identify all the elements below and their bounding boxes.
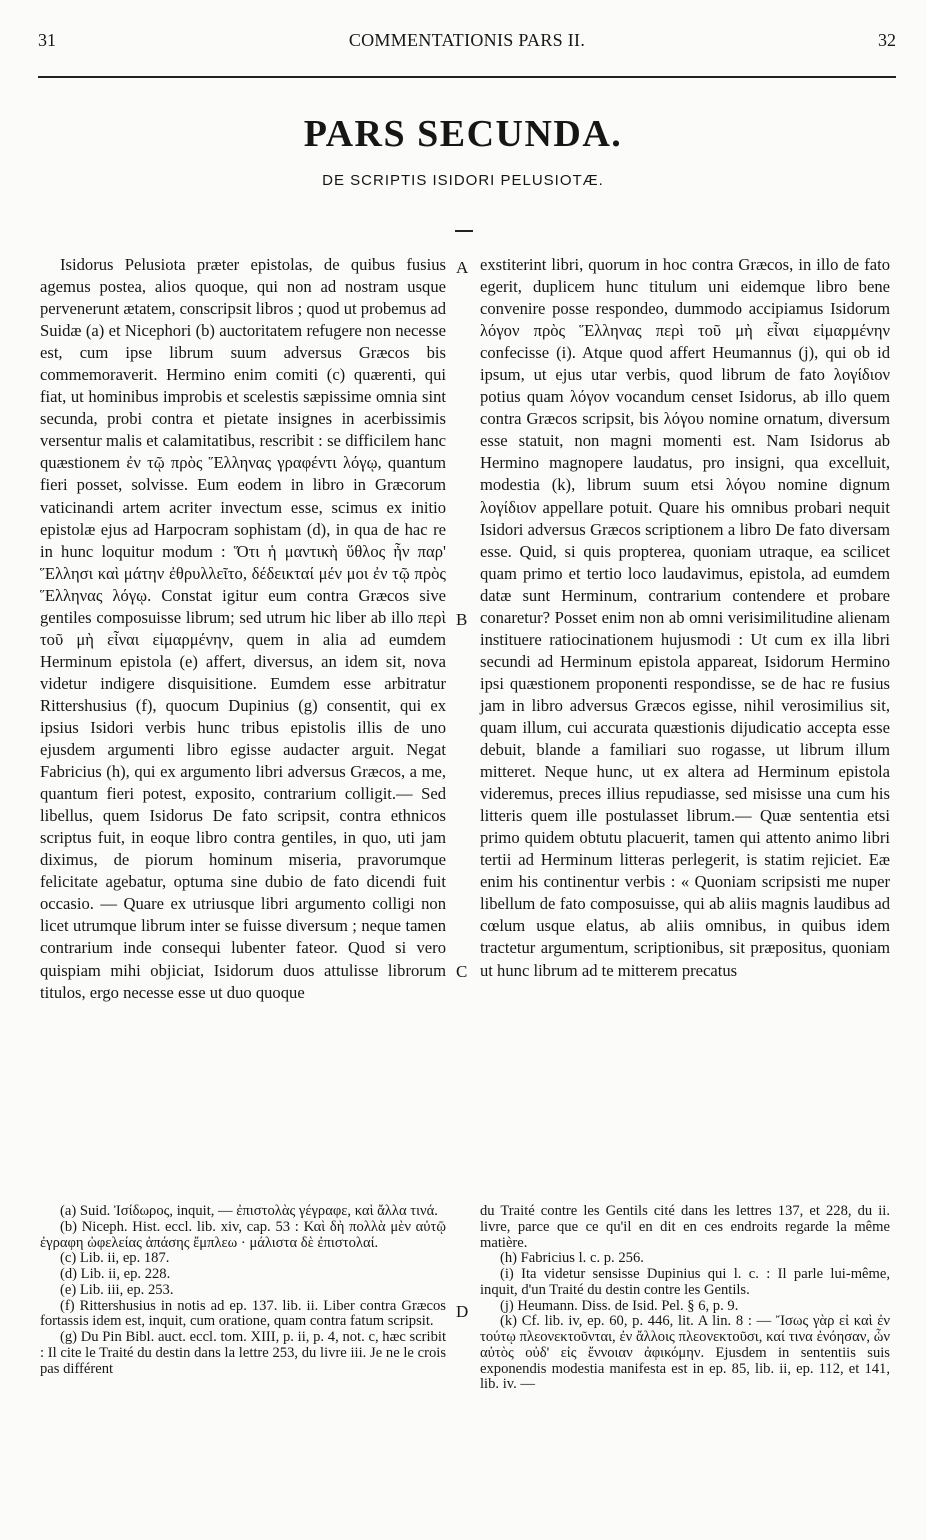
footnotes-left: [40, 1204, 446, 1377]
footnote: (d) Lib. ii, ep. 228.: [60, 1266, 171, 1282]
footnote: (c) Lib. ii, ep. 187.: [60, 1250, 170, 1267]
page-number-left: 31: [38, 30, 56, 50]
body-paragraph-left: Isidorus Pelusiota præter epistolas, de quibus fusius agemus postea, alios quoque, qui non ad nostram usque pervenerunt ætatem, conscripsit libros ; quod ut probemus ad Suidæ (a) et Nicephori (b) auctoritatem refugere non necesse est, cum ipse librum suum adversus Græcos bis commemoraverit. Hermino enim comiti (c) quærenti, qui fiat, ut hominibus improbis et scelestis sæpissime omnia sint secunda, probi contra et pietate insignes in acerbissimis versentur malis et calamitatibus, rescribit : se difficilem hanc quæstionem ἐν τῷ πρὸς Ἕλληνας γραφέντι λόγῳ, quantum fieri posset, solvisse. Eum eodem in libro in Græcorum vaticinandi artem acriter invectum esse, scimus ex initio epistolæ ejus ad Harpocram sophistam (d), in qua de hac re in hunc loquitur modum : Ὅτι ἡ μαντικὴ ὕθλος ἦν παρ' Ἕλλησι καὶ μάτην ἐθρυλλεῖτο, δέδεικταί μέν μοι ἐν τῷ πρὸς Ἕλληνας λόγῳ. Constat igitur eum contra Græcos sive gentiles composuisse librum; sed utrum hic liber ab illo περὶ τοῦ μὴ εἶναι εἱμαρμένην, quem in alia ad eumdem Herminum epistola (e) affert, diversus, an idem sit, nova videtur indigere disquisitione. Eumdem esse arbitratur Rittershusius (f), quocum Dupinius (g) consentit, qui ex ipsius Isidori verbis hunc tribus epistolis illis de uno ejusdem argumenti libro egisse audacter arguit. Negat Fabricius (h), qui ex argumento libri adversus Græcos, a me, quantum fieri potest, exposito, contrarium colligit.— Sed libellus, quem Isidorus De fato scripsit, contra ethnicos scriptus fuit, in eoque libro contra gentiles, in quo, uti jam diximus, de piorum hominum miseria, pravorumque felicitate agebatur, optuma sine dubio de fato dicendi fuit occasio. — Quare ex utriusque libri argumento colligi non licet utrumque librum inter se fuisse diversum ; neque tamen contrarium inde consequi lubenter fateor. Quod si vero quispiam mihi objiciat, Isidorum duos attulisse librorum titulos, ergo necesse esse ut duo quoque: [40, 255, 447, 1002]
footnote: (j) Heumann. Diss. de Isid. Pel. § 6, p. 9.: [500, 1297, 739, 1314]
footnote: (b) Niceph. Hist. eccl. lib. xiv, cap. 53 : Καὶ δὴ πολλὰ μὲν αὐτῷ ἐγραφη ὠφελείας ἁπάσης ἔμπλεω · μάλιστα δὲ ἐπιστολαί.: [40, 1218, 446, 1251]
page-number-right: 32: [878, 30, 896, 50]
footnote: (a) Suid. Ἰσίδωρος, inquit, — ἐπιστολὰς γέγραφε, καὶ ἄλλα τινά.: [60, 1203, 438, 1219]
body-paragraph-right: exstiterint libri, quorum in hoc contra Græcos, in illo de fato egerit, duplicem hunc titulum uni eidemque libro bene convenire posse respondeo, dummodo accipiamus Isidorum λόγον πρὸς Ἕλληνας περὶ τοῦ μὴ εἶναι εἱμαρμένην confecisse (i). Atque quod affert Heumannus (j), qui ob id ipsum, ut ejus utar verbis, quod librum de fato λογίδιον potius quam λόγον vocandum censet Isidorus, ab illo quem contra Græcos scripsit, bis λόγου nomine ornatum, diversum esse statuit, non magni momenti est. Nam Isidorus ab Hermino magnopere laudatus, pro insigni, qua excelluit, modestia (k), librum suum etsi λόγου nomine dignum λογίδιον appellare potuit. Quare his omnibus probari nequit Isidori adversus Græcos scriptionem a libro De fato diversam esse. Quid, si quis propterea, quoniam utraque, ea scilicet quam primo et tertio loco laudavimus, epistola, ad eumdem datæ sunt Herminum, contrarium contendere et probare conaretur? Posset enim non ab omni verisimilitudine alienam instituere ratiocinationem hujusmodi : Ut cum ex illa libri secundi ad Herminum epistola appareat, Isidorum Hermino ipsi quæstionem proponenti respondisse, se de hac re fusius jam in libro adversus Græcos egisse, nihil verosimilius sit, quam illum, cui accurata quæstionis dijudicatio accepta esse debuit, blande a familiari suo rogasse, ut librum illum mitteret. Neque hunc, ut ex altera ad Herminum epistola videremus, preces illius repudiasse, sed misisse una cum his litteris quem ille postulasset librum.— Quæ sententia etsi primo quidem obtutu placuerit, tamen qui attento animo libri tertii ad Herminum litteras perlegerit, is statim rejiciet. Eæ enim his continentur verbis : « Quoniam scripsisti me nuper libellum de fato composuisse, qui ab aliis magnis laudibus ad cœlum usque elatus, ab aliis omnibus, in quibus idem tractetur argumentum, scriptionibus, sit præpositus, quoniam ut hunc librum ad te mitterem precatus: [480, 255, 890, 980]
footnote: (h) Fabricius l. c. p. 256.: [500, 1250, 644, 1267]
footnote: (i) Ita videtur sensisse Dupinius qui l. c. : Il parle lui-même, inquit, d'un Traité du destin contre les Gentils.: [480, 1266, 890, 1298]
footnote: (g) Du Pin Bibl. auct. eccl. tom. XIII, p. ii, p. 4, not. c, hæc scribit : Il cite le Traité du destin dans la lettre 253, du livre iii. Je ne le crois pas différent: [40, 1329, 446, 1377]
footnote: (e) Lib. iii, ep. 253.: [60, 1281, 174, 1298]
header-rule: [38, 76, 896, 78]
section-subtitle: DE SCRIPTIS ISIDORI PELUSIOTÆ.: [322, 172, 604, 189]
footnote: (f) Rittershusius in notis ad ep. 137. lib. ii. Liber contra Græcos fortassis idem est, inquit, cum oratione, quam contra fatum scripsit.: [40, 1297, 446, 1330]
body-column-left: [40, 254, 446, 1004]
margin-marker-d: D: [456, 1302, 469, 1321]
footnote-continuation: du Traité contre les Gentils cité dans les lettres 137, et 228, du ii. livre, parce que ce qu'il en dit en ces endroits regarde la même matière.: [480, 1203, 890, 1251]
margin-marker-b: B: [456, 610, 468, 629]
section-title: PARS SECUNDA.: [303, 113, 623, 155]
running-title: COMMENTATIONIS PARS II.: [348, 30, 586, 50]
margin-marker-a: A: [456, 258, 469, 277]
footnote: (k) Cf. lib. iv, ep. 60, p. 446, lit. A lin. 8 : — Ἴσως γὰρ εἰ καὶ ἐν τούτῳ πλεονεκτοῦνται, ἐν ἄλλοις πλεονεκτοῦσι, καί τινα ἐνόησαν, ὧν αὐτὸς οὐδ' εἰς ἔννοιαν ἀφικόμην. Ejusdem in sententiis suis exponendis modestia manifesta est in ep. 85, lib. ii, ep. 112, et 141, lib. iv. —: [480, 1313, 890, 1393]
body-column-right: [480, 254, 890, 982]
title-dash: [455, 230, 473, 232]
footnotes-right: [480, 1204, 890, 1393]
running-header: [38, 30, 896, 60]
margin-marker-c: C: [456, 962, 468, 981]
